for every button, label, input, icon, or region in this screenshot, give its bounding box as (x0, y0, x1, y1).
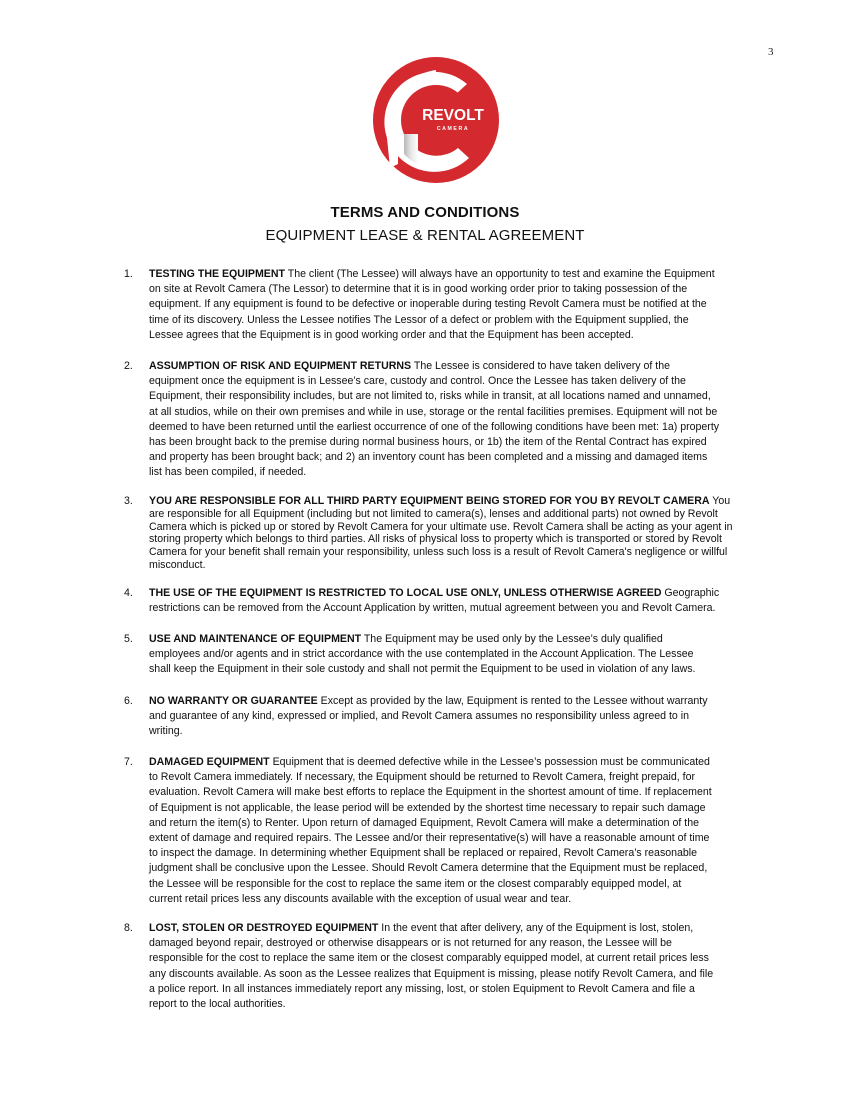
clause-line: to Revolt Camera immediately. If necessary, the Equipment should be returned to Revolt Camera, freight prepaid, for (149, 771, 696, 784)
clause-line (149, 495, 767, 508)
clause-line: extent of damage and required repairs. The Lessee and/or their representative(s) will have a reasonable amount of time (149, 831, 710, 844)
clause-heading: YOU ARE RESPONSIBLE FOR ALL THIRD PARTY EQUIPMENT BEING STORED FOR YOU BY REVOLT CAMERA (149, 495, 710, 507)
clause-line: Lessee agrees that the Equipment is in good working order and that the Equipment has been accepted. (149, 328, 634, 341)
clause-line: responsible for the cost to replace the same item or the closest comparably equipped model, at current retail prices less (149, 952, 709, 965)
clause-number: 6. (124, 695, 133, 707)
clause-text: Equipment that is deemed defective while in the Lessee’s possession must be communicated (269, 756, 710, 768)
clause-line (149, 267, 767, 282)
clause-body (149, 586, 767, 616)
clause-line: and return the item(s) to Renter. Upon return of damaged Equipment, Revolt Camera will make a determination of the (149, 816, 699, 829)
clause-text: In the event that after delivery, any of the Equipment is lost, stolen, (378, 922, 694, 934)
clause-text: Geographic (661, 587, 720, 599)
clause-number: 8. (124, 922, 133, 934)
clause-line: on site at Revolt Camera (The Lessor) to determine that it is in good working order prior to taking possession of the (149, 283, 688, 296)
clause-number: 5. (124, 633, 133, 645)
clause-heading: THE USE OF THE EQUIPMENT IS RESTRICTED TO LOCAL USE ONLY, UNLESS OTHERWISE AGREED (149, 587, 662, 599)
clause-heading: USE AND MAINTENANCE OF EQUIPMENT (149, 633, 362, 645)
clause-line: and property has been brought back; and 2) an inventory count has been completed and a missing and damaged items (149, 451, 708, 464)
clause-body (149, 755, 767, 907)
clause-line: misconduct. (149, 558, 206, 571)
clause-heading: DAMAGED EQUIPMENT (149, 756, 270, 768)
clause-line: Camera for your benefit shall remain your responsibility, unless such loss is a result of Revolt Camera's negligence or willful (149, 546, 728, 559)
clause-line: any discounts available. As soon as the Lessee realizes that Equipment is missing, please notify Revolt Camera, and file (149, 967, 714, 980)
clause-body (149, 495, 767, 572)
clause-number: 3. (124, 495, 133, 507)
clause-line: restrictions can be removed from the Account Application by written, mutual agreement between you and Revolt Camera. (149, 602, 716, 615)
clause-line (149, 921, 767, 936)
clause-line: Camera which is picked up or stored by Revolt Camera for your ultimate use. Revolt Camera shall be acting as your agent in (149, 520, 733, 533)
clause-line: a police report. In all instances immediately report any missing, lost, or stolen Equipment to Revolt Camera and file a (149, 982, 695, 995)
clause-line: list has been compiled, if needed. (149, 466, 307, 479)
clause-text: The Lessee is considered to have taken delivery of the (411, 360, 671, 372)
clause-heading: NO WARRANTY OR GUARANTEE (149, 695, 318, 707)
logo-brand-text: REVOLT (422, 107, 484, 124)
clause-line: at all studios, while on their own premises and while in use, storage or the rental facilities premises. Equipment will not be (149, 405, 718, 418)
clause-number: 2. (124, 360, 133, 372)
clause-number: 7. (124, 756, 133, 768)
clause-line (149, 632, 767, 647)
clause-line: employees and/or agents and in strict accordance with the use contemplated in the Account Application. The Lessee (149, 648, 694, 661)
logo-sub-text: CAMERA (436, 126, 470, 132)
clause-line: storing property which belongs to third parties. All risks of physical loss to property which is transported or stored by Revolt (149, 533, 722, 546)
clause-line: are responsible for all Equipment (including but not limited to camera(s), lenses and additional parts) not owned by Revolt (149, 507, 718, 520)
clause-line: and guarantee of any kind, expressed or implied, and Revolt Camera assumes no responsibility unless agreed to in (149, 710, 689, 723)
clause-number: 4. (124, 587, 133, 599)
clause-heading: ASSUMPTION OF RISK AND EQUIPMENT RETURNS (149, 360, 412, 372)
document-title: TERMS AND CONDITIONS (330, 204, 520, 221)
clause-heading: TESTING THE EQUIPMENT (149, 268, 285, 280)
clause-line: evaluation. Revolt Camera will make best efforts to replace the Equipment in the shortest amount of time. If replacement (149, 786, 712, 799)
clause-line: to inspect the damage. In determining whether Equipment shall be replaced or repaired, Revolt Camera’s reasonable (149, 847, 698, 860)
clause-line (149, 586, 767, 601)
clause-line (149, 755, 767, 770)
clause-line: report to the local authorities. (149, 997, 286, 1010)
clause-line: shall keep the Equipment in their sole custody and shall not permit the Equipment to be used in violation of any laws. (149, 663, 696, 676)
clause-line: equipment. If any equipment is found to be defective or inoperable during testing Revolt Camera must be notified at the (149, 298, 707, 311)
clause-text: Except as provided by the law, Equipment is rented to the Lessee without warranty (317, 695, 708, 707)
clause-line: current retail prices less any discounts available with the exception of usual wear and tear. (149, 892, 572, 905)
clause-line (149, 694, 767, 709)
document-subtitle: EQUIPMENT LEASE & RENTAL AGREEMENT (265, 227, 585, 244)
clause-line: equipment once the equipment is in Lessee’s care, custody and control. Once the Lessee has taken delivery of the (149, 375, 686, 388)
clause-line: time of its discovery. Unless the Lessee notifies The Lessor of a defect or problem with the Equipment supplied, the (149, 313, 689, 326)
clause-body (149, 921, 767, 1012)
clause-text: The client (The Lessee) will always have an opportunity to test and examine the Equipment (284, 268, 715, 280)
clause-body (149, 359, 767, 481)
clause-line: damaged beyond repair, destroyed or otherwise disappears or is not returned for any reason, the Lessee will be (149, 937, 672, 950)
revolt-camera-logo (372, 56, 500, 184)
clause-heading: LOST, STOLEN OR DESTROYED EQUIPMENT (149, 922, 379, 934)
clause-number: 1. (124, 268, 133, 280)
clause-line: Equipment, their responsibility includes, but are not limited to, risks while in transit, at all locations named and unnamed, (149, 390, 711, 403)
clause-body (149, 267, 767, 343)
clause-text: The Equipment may be used only by the Lessee’s duly qualified (361, 633, 663, 645)
clause-line: deemed to have been returned until the earliest occurrence of one of the following conditions have been met: 1a) property (149, 420, 720, 433)
clause-line (149, 359, 767, 374)
clause-line: writing. (149, 725, 183, 738)
clause-line: has been brought back to the premise during normal business hours, or 1b) the item of the Rental Contract has expired (149, 435, 707, 448)
page-number: 3 (768, 46, 774, 58)
clause-body (149, 694, 767, 740)
clause-line: the Lessee will be responsible for the cost to replace the same item or the closest comparably equipped model, at (149, 877, 682, 890)
clause-line: judgment shall be conclusive upon the Lessee. Should Revolt Camera determine that the Equipment must be replaced, (149, 862, 708, 875)
clause-body (149, 632, 767, 678)
clause-line: of Equipment is not applicable, the lease period will be extended by the shortest time necessary to repair such damage (149, 801, 706, 814)
clause-text: You (709, 495, 731, 507)
